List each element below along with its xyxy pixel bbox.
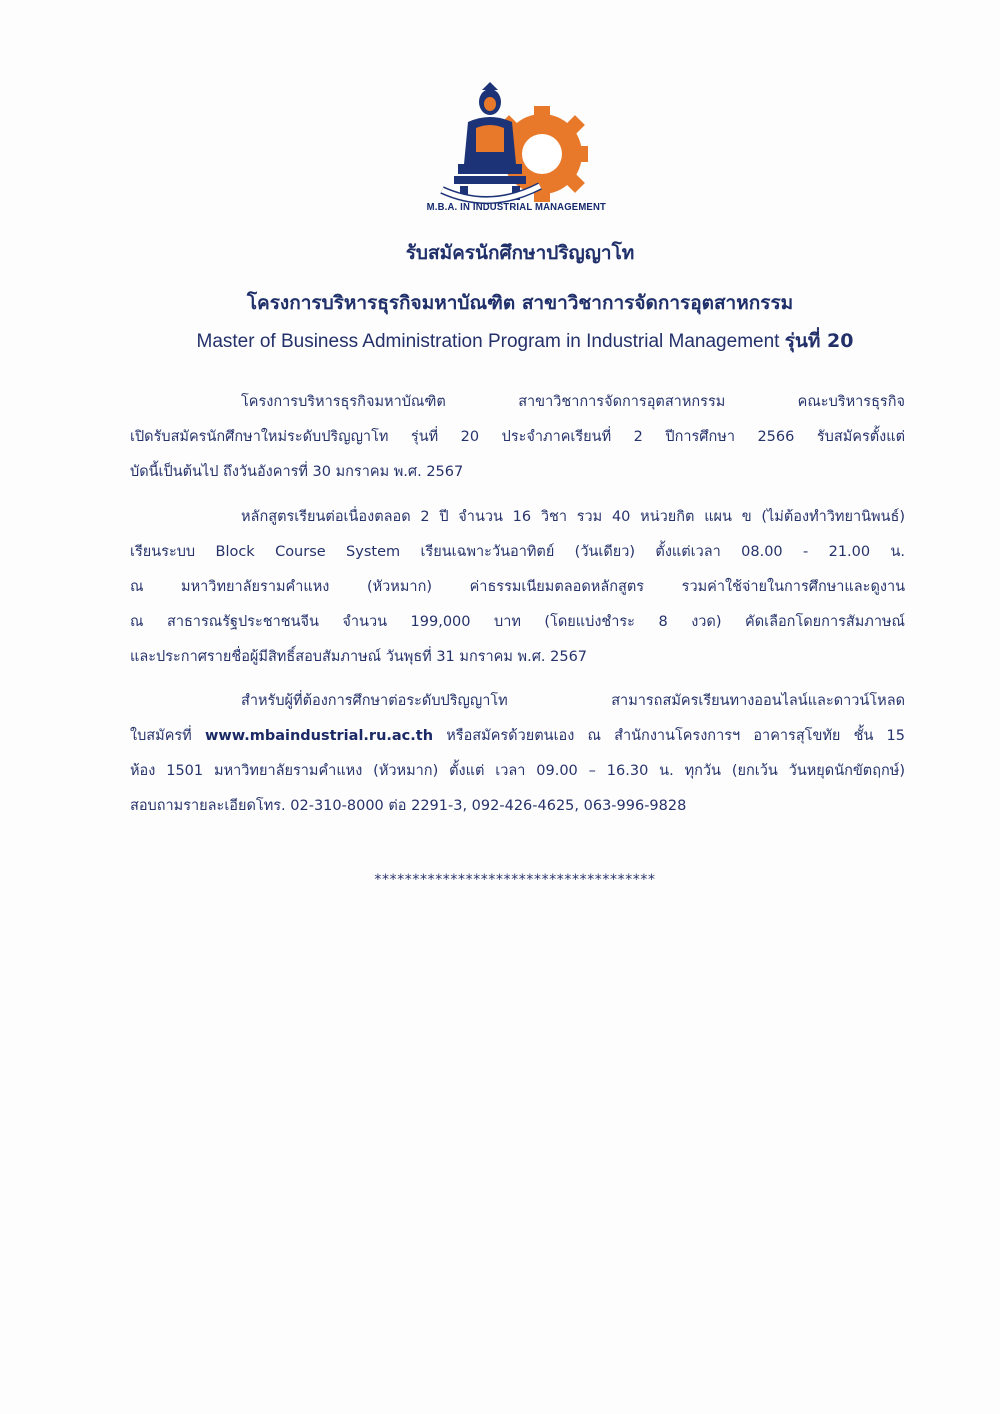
logo-caption: M.B.A. IN INDUSTRIAL MANAGEMENT xyxy=(426,202,607,213)
paragraph-line: หลักสูตรเรียนต่อเนื่องตลอด 2 ปี จำนวน 16 วิชา รวม 40 หน่วยกิต แผน ข (ไม่ต้องทำวิทยานิพนธ์) xyxy=(241,509,905,525)
paragraph-curriculum xyxy=(130,500,905,675)
footer-stars-divider: ************************************* xyxy=(374,872,656,888)
paragraph-line: เรียนระบบ Block Course System เรียนเฉพาะวันอาทิตย์ (วันเดียว) ตั้งแต่เวลา 08.00 - 21.00 น. xyxy=(130,544,905,560)
application-suffix: หรือสมัครด้วยตนเอง ณ สำนักงานโครงการฯ อาคารสุโขทัย ชั้น 15 xyxy=(446,728,905,744)
mba-industrial-management-logo xyxy=(420,82,610,218)
paragraph-line: และประกาศรายชื่อผู้มีสิทธิ์สอบสัมภาษณ์ วันพุธที่ 31 มกราคม พ.ศ. 2567 xyxy=(130,649,588,665)
paragraph-line xyxy=(130,719,905,754)
website-link[interactable]: www.mbaindustrial.ru.ac.th xyxy=(204,728,434,744)
paragraph-line: โครงการบริหารธุรกิจมหาบัณฑิต สาขาวิชาการจัดการอุตสาหกรรม คณะบริหารธุรกิจ xyxy=(241,394,905,410)
paragraph-line: บัดนี้เป็นต้นไป ถึงวันอังคารที่ 30 มกราคม พ.ศ. 2567 xyxy=(130,464,464,480)
heading-cohort: รุ่นที่ 20 xyxy=(784,330,854,352)
heading-program-thai: โครงการบริหารธุรกิจมหาบัณฑิต สาขาวิชาการจัดการอุตสาหกรรม xyxy=(246,292,794,314)
paragraph-line: สำหรับผู้ที่ต้องการศึกษาต่อระดับปริญญาโท สามารถสมัครเรียนทางออนไลน์และดาวน์โหลด xyxy=(241,693,905,709)
paragraph-line: ห้อง 1501 มหาวิทยาลัยรามคำแหง (หัวหมาก) ตั้งแต่ เวลา 09.00 – 16.30 น. ทุกวัน (ยกเว้น วันหยุดนักขัตฤกษ์) xyxy=(130,763,905,779)
heading-program-english xyxy=(25,326,1000,356)
paragraph-admission xyxy=(130,385,905,490)
heading-recruitment: รับสมัครนักศึกษาปริญญาโท xyxy=(405,242,635,264)
paragraph-line: ณ มหาวิทยาลัยรามคำแหง (หัวหมาก) ค่าธรรมเนียมตลอดหลักสูตร รวมค่าใช้จ่ายในการศึกษาและดูงาน xyxy=(130,579,905,595)
heading-program-english-text: Master of Business Administration Program in Industrial Management xyxy=(196,331,780,352)
paragraph-line: เปิดรับสมัครนักศึกษาใหม่ระดับปริญญาโท รุ่นที่ 20 ประจำภาคเรียนที่ 2 ปีการศึกษา 2566 รับสมัครตั้งแต่ xyxy=(130,429,905,445)
contact-phone-line: สอบถามรายละเอียดโทร. 02-310-8000 ต่อ 2291-3, 092-426-4625, 063-996-9828 xyxy=(130,798,687,814)
paragraph-application xyxy=(130,684,905,824)
application-prefix: ใบสมัครที่ xyxy=(130,728,192,744)
paragraph-line: ณ สาธารณรัฐประชาชนจีน จำนวน 199,000 บาท (โดยแบ่งชำระ 8 งวด) คัดเลือกโดยการสัมภาษณ์ xyxy=(130,614,905,630)
